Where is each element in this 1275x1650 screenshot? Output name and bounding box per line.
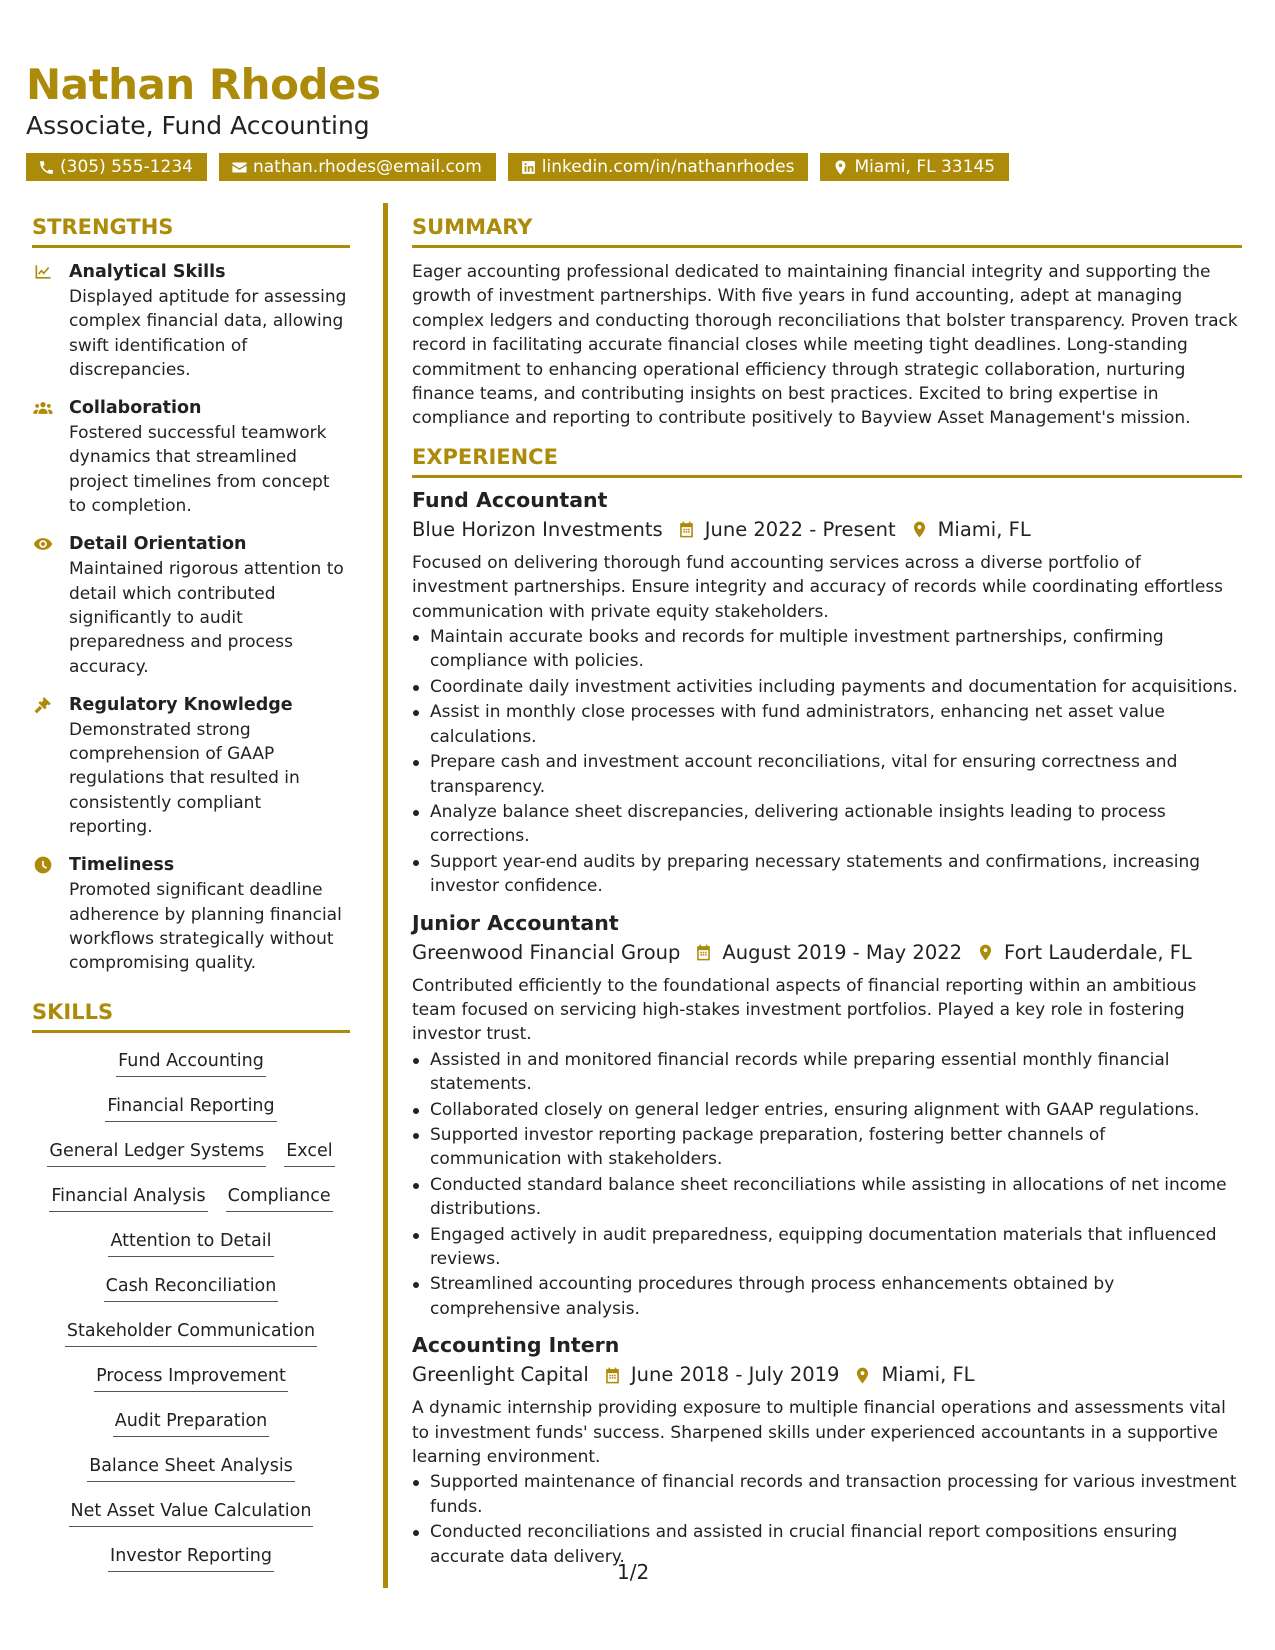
job-location: Miami, FL [881, 1363, 975, 1387]
job-bullet: Engaged actively in audit preparedness, equipping documentation materials that influenced reviews. [412, 1223, 1242, 1272]
skill-tag: Fund Accounting [116, 1047, 266, 1077]
skill-tag: Attention to Detail [108, 1227, 273, 1257]
strength-item [32, 396, 350, 518]
contact-linkedin-text: linkedin.com/in/nathanrhodes [541, 157, 795, 177]
job-dates: June 2022 - Present [704, 517, 896, 541]
job-bullet: Assist in monthly close processes with fund administrators, enhancing net asset value calculations. [412, 700, 1242, 749]
job-bullet: Analyze balance sheet discrepancies, delivering actionable insights leading to process corrections. [412, 800, 1242, 849]
contact-bar [26, 153, 1009, 181]
strength-title: Timeliness [69, 855, 175, 876]
contact-location-text: Miami, FL 33145 [854, 157, 996, 177]
contact-phone-text: (305) 555-1234 [60, 157, 193, 177]
gavel-icon [32, 695, 54, 715]
strength-desc: Demonstrated strong comprehension of GAAP regulations that resulted in consistently compliant reporting. [69, 719, 300, 838]
map-pin-icon [832, 159, 849, 176]
job-description: Focused on delivering thorough fund accounting services across a diverse portfolio of investment partnerships. Ensure integrity and accuracy of records while coordinating effortless communication with private equity stakeholders. [412, 552, 1224, 622]
job-company: Greenwood Financial Group [412, 940, 681, 964]
skill-tag: Financial Analysis [49, 1182, 207, 1212]
summary-heading: SUMMARY [412, 215, 1242, 248]
strength-title: Analytical Skills [69, 262, 226, 282]
clock-icon [32, 855, 54, 875]
contact-email-text: nathan.rhodes@email.com [252, 157, 482, 177]
strength-title: Detail Orientation [69, 534, 247, 555]
contact-email[interactable] [219, 153, 496, 181]
left-column [32, 215, 350, 1587]
job-bullets [412, 1048, 1242, 1321]
skill-tag: Balance Sheet Analysis [87, 1452, 295, 1482]
job-location: Fort Lauderdale, FL [1004, 940, 1192, 964]
users-icon [32, 398, 54, 418]
envelope-icon [231, 159, 248, 176]
job-bullet: Maintain accurate books and records for multiple investment partnerships, confirming compliance with policies. [412, 625, 1242, 674]
job-entry [412, 1331, 1242, 1569]
job-bullet: Prepare cash and investment account reconciliations, vital for ensuring correctness and transparency. [412, 750, 1242, 799]
job-description: A dynamic internship providing exposure to multiple financial operations and assessments vital to investment funds' success. Sharpened skills under experienced accountants in a supportive learning environment. [412, 1398, 1226, 1468]
strength-item [32, 853, 350, 975]
strength-desc: Displayed aptitude for assessing complex financial data, allowing swift identification of discrepancies. [69, 287, 347, 380]
skills-list [32, 1047, 350, 1587]
job-bullet: Conducted reconciliations and assisted in crucial financial report compositions ensuring accurate data delivery. [412, 1520, 1242, 1569]
job-title: Fund Accountant [412, 487, 608, 512]
strength-desc: Maintained rigorous attention to detail which contributed significantly to audit preparedness and process accuracy. [69, 559, 344, 677]
candidate-title: Associate, Fund Accounting [26, 111, 370, 140]
phone-icon [38, 159, 55, 176]
job-meta [412, 515, 1242, 545]
column-divider [383, 203, 388, 1588]
job-description: Contributed efficiently to the foundational aspects of financial reporting within an ambitious team focused on servicing high-stakes investment portfolios. Played a key role in fostering investor trust. [412, 975, 1197, 1045]
skills-heading: SKILLS [32, 1000, 350, 1033]
chart-line-icon [32, 262, 54, 282]
skill-tag: Compliance [226, 1182, 333, 1212]
skill-tag: Net Asset Value Calculation [69, 1497, 314, 1527]
contact-phone[interactable] [26, 153, 207, 181]
strength-item [32, 532, 350, 678]
strength-desc: Promoted significant deadline adherence by planning financial workflows strategically without compromising quality. [69, 880, 342, 974]
contact-location[interactable] [820, 153, 1009, 181]
candidate-name: Nathan Rhodes [26, 60, 381, 109]
job-dates: August 2019 - May 2022 [722, 940, 963, 964]
job-bullet: Collaborated closely on general ledger entries, ensuring alignment with GAAP regulations. [412, 1098, 1242, 1122]
job-bullet: Support year-end audits by preparing necessary statements and confirmations, increasing investor confidence. [412, 850, 1242, 899]
strength-desc: Fostered successful teamwork dynamics that streamlined project timelines from concept to completion. [69, 423, 330, 517]
strength-item [32, 693, 350, 839]
map-pin-icon [853, 1366, 872, 1385]
map-pin-icon [976, 943, 995, 962]
right-column [412, 215, 1242, 1579]
job-bullets [412, 1470, 1242, 1569]
calendar-icon [603, 1366, 622, 1385]
job-location: Miami, FL [937, 517, 1031, 541]
job-bullet: Assisted in and monitored financial records while preparing essential monthly financial statements. [412, 1048, 1242, 1097]
calendar-icon [677, 520, 696, 539]
job-company: Greenlight Capital [412, 1363, 589, 1387]
job-bullet: Streamlined accounting procedures through process enhancements obtained by comprehensive analysis. [412, 1272, 1242, 1321]
strength-item [32, 260, 350, 382]
experience-heading: EXPERIENCE [412, 445, 1242, 478]
job-bullet: Coordinate daily investment activities including payments and documentation for acquisitions. [412, 675, 1242, 699]
job-meta [412, 938, 1242, 968]
contact-linkedin[interactable] [508, 153, 809, 181]
job-title: Accounting Intern [412, 1333, 620, 1358]
job-bullet: Supported maintenance of financial records and transaction processing for various investment funds. [412, 1470, 1242, 1519]
skill-tag: Excel [284, 1137, 334, 1167]
skill-tag: Financial Reporting [105, 1092, 276, 1122]
skill-tag: Stakeholder Communication [65, 1317, 317, 1347]
linkedin-icon [520, 159, 537, 176]
skill-tag: Investor Reporting [108, 1542, 274, 1572]
job-entry [412, 486, 1242, 899]
job-company: Blue Horizon Investments [412, 517, 663, 541]
skill-tag: Cash Reconciliation [104, 1272, 279, 1302]
job-bullet: Conducted standard balance sheet reconciliations while assisting in allocations of net income distributions. [412, 1173, 1242, 1222]
calendar-icon [694, 943, 713, 962]
strengths-heading: STRENGTHS [32, 215, 350, 248]
skill-tag: Process Improvement [94, 1362, 288, 1392]
job-title: Junior Accountant [412, 910, 619, 935]
job-entry [412, 909, 1242, 1322]
summary-text: Eager accounting professional dedicated to maintaining financial integrity and supporting the growth of investment partnerships. With five years in fund accounting, adept at managing complex ledgers and conducting thorough reconciliations that bolster transparency. Proven track record in facilitating accurate financial closes while meeting tight deadlines. Long-standing commitment to enhancing operational efficiency through strategic collaboration, nurturing finance teams, and contributing insights on best practices. Excited to bring expertise in compliance and reporting to contribute positively to Bayview Asset Management's mission. [412, 262, 1238, 429]
strength-title: Regulatory Knowledge [69, 694, 293, 715]
eye-icon [32, 534, 54, 554]
strength-title: Collaboration [69, 398, 202, 419]
skill-tag: General Ledger Systems [47, 1137, 266, 1167]
job-bullets [412, 625, 1242, 898]
job-bullet: Supported investor reporting package preparation, fostering better channels of communication with stakeholders. [412, 1123, 1242, 1172]
job-dates: June 2018 - July 2019 [630, 1363, 840, 1387]
page-number: 1/2 [617, 1560, 650, 1584]
skill-tag: Audit Preparation [113, 1407, 270, 1437]
job-meta [412, 1360, 1242, 1390]
map-pin-icon [910, 520, 929, 539]
